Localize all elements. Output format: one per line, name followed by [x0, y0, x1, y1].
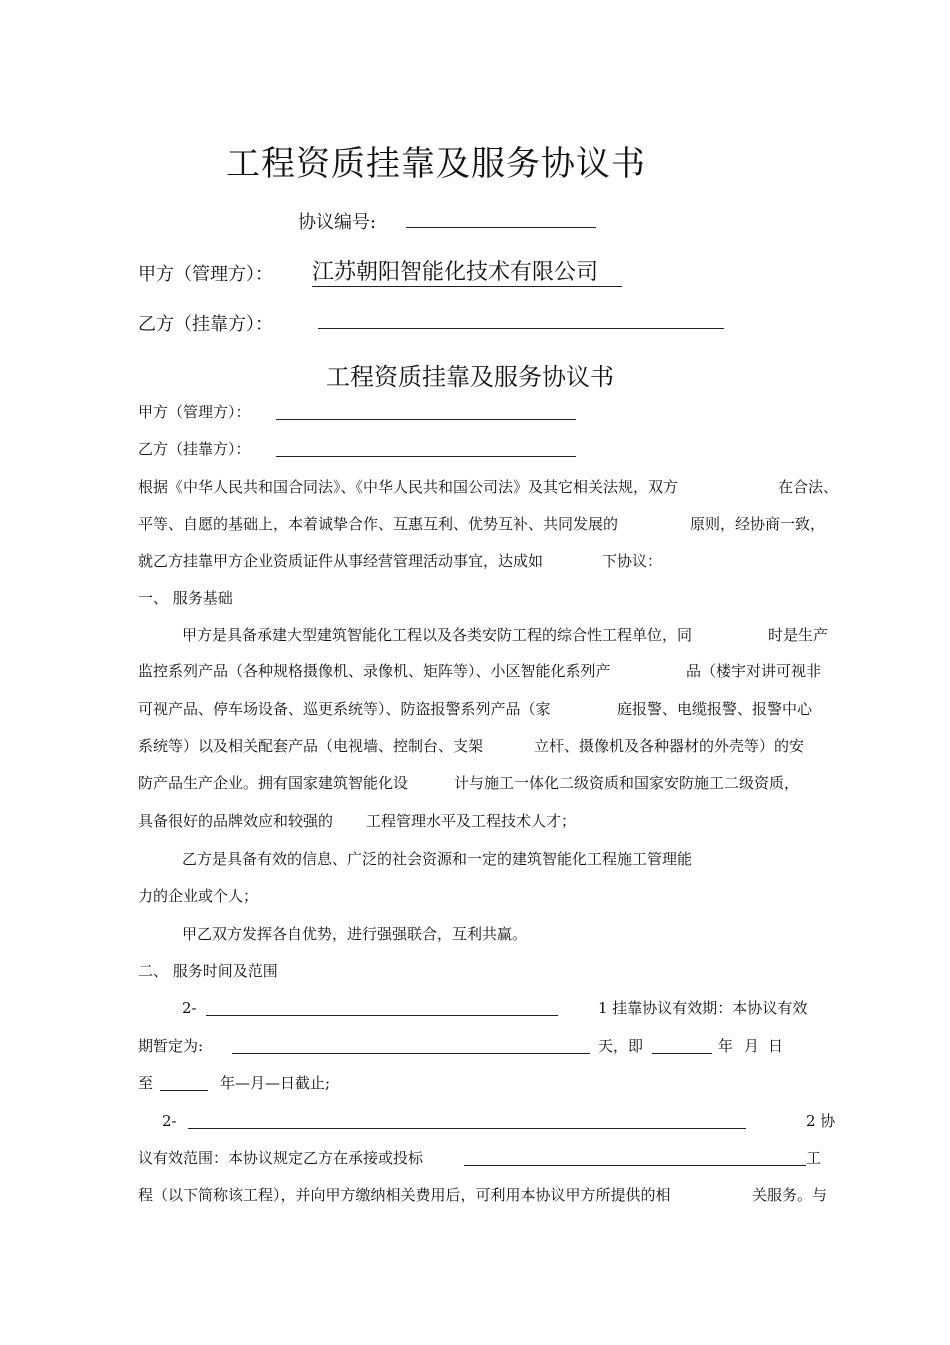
s1-line-5b: 计与施工一体化二级资质和国家安防施工二级资质，	[454, 774, 800, 792]
item-2-scope-end: 工	[806, 1149, 822, 1167]
agreement-no-label: 协议编号:	[298, 212, 377, 233]
s1-line-1b: 时是生产	[768, 626, 829, 644]
agreement-no-blank[interactable]	[406, 211, 596, 228]
s1-line-2b: 品（楼宇对讲可视非	[686, 662, 822, 680]
preamble-line-2b: 原则，经协商一致，	[690, 515, 826, 533]
preamble-line-1a: 根据《中华人民共和国合同法》、《中华人民共和国公司法》及其它相关法规，双方	[138, 478, 679, 496]
s1-line-2a: 监控系列产品（各种规格摄像机、录像机、矩阵等）、小区智能化系列产	[138, 662, 611, 680]
item-2-line-3b: 关服务。与	[752, 1186, 828, 1204]
item-1-end-text: 年—月—日截止;	[220, 1074, 331, 1092]
s1-line-6a: 具备很好的品牌效应和较强的	[138, 812, 334, 830]
agreement-no-row	[298, 208, 596, 234]
item-1-end-prefix: 至	[138, 1074, 154, 1092]
cover-party-b-blank[interactable]	[318, 312, 724, 329]
s1-para2-line-2: 力的企业或个人；	[138, 887, 259, 905]
item-1-prefix: 2-	[182, 999, 197, 1017]
item-1-date-text: 日	[768, 1037, 784, 1055]
item-1-year-text: 年	[718, 1037, 734, 1055]
form-party-b-label: 乙方（挂靠方）：	[138, 440, 251, 458]
item-1-year-blank[interactable]	[652, 1037, 712, 1054]
item-2-project-blank[interactable]	[464, 1149, 806, 1166]
item-1-month-text: 月	[744, 1037, 760, 1055]
s1-line-1a: 甲方是具备承建大型建筑智能化工程以及各类安防工程的综合性工程单位，同	[182, 626, 693, 644]
s1-line-4b: 立杆、摄像机及各种器材的外壳等）的安	[534, 737, 805, 755]
item-2-scope-label: 议有效范围：本协议规定乙方在承接或投标	[138, 1149, 424, 1167]
item-1-days-blank[interactable]	[232, 1037, 590, 1054]
item-2-prefix: 2-	[162, 1112, 177, 1130]
item-1-text: 1 挂靠协议有效期：本协议有效	[598, 999, 808, 1017]
preamble-line-3b: 下协议：	[602, 552, 663, 570]
item-1-period-label: 期暂定为:	[138, 1037, 204, 1055]
form-party-a-label: 甲方（管理方）：	[138, 403, 251, 421]
s1-line-3a: 可视产品、停车场设备、巡更系统等）、防盗报警系列产品（家	[138, 700, 551, 718]
section-2-heading: 二、 服务时间及范围	[138, 962, 278, 980]
document-subtitle: 工程资质挂靠及服务协议书	[326, 363, 614, 391]
cover-party-a-label: 甲方（管理方）：	[138, 264, 273, 285]
s1-para2-line-1: 乙方是具备有效的信息、广泛的社会资源和一定的建筑智能化工程施工管理能	[182, 850, 693, 868]
s1-line-4a: 系统等）以及相关配套产品（电视墙、控制台、支架	[138, 737, 484, 755]
preamble-line-1b: 在合法、	[778, 478, 839, 496]
item-1-day-text: 天，即	[598, 1037, 644, 1055]
item-2-blank[interactable]	[188, 1112, 746, 1129]
item-1-blank[interactable]	[206, 999, 558, 1016]
s1-line-3b: 庭报警、电缆报警、报警中心	[617, 700, 813, 718]
cover-party-a-value: 江苏朝阳智能化技术有限公司	[312, 255, 622, 287]
form-party-a-blank[interactable]	[276, 403, 576, 420]
item-2-line-3a: 程（以下简称该工程），并向甲方缴纳相关费用后，可利用本协议甲方所提供的相	[138, 1186, 671, 1204]
s1-para3: 甲乙双方发挥各自优势，进行强强联合，互利共赢。	[182, 925, 528, 943]
s1-line-6b: 工程管理水平及工程技术人才；	[366, 812, 577, 830]
item-2-text: 2 协	[806, 1112, 836, 1130]
document-title: 工程资质挂靠及服务协议书	[226, 144, 646, 184]
form-party-b-blank[interactable]	[276, 440, 576, 457]
s1-line-5a: 防产品生产企业。拥有国家建筑智能化设	[138, 774, 409, 792]
preamble-line-2a: 平等、自愿的基础上，本着诚挚合作、互惠互利、优势互补、共同发展的	[138, 515, 619, 533]
item-1-end-year-blank[interactable]	[160, 1074, 208, 1091]
preamble-line-3a: 就乙方挂靠甲方企业资质证件从事经营管理活动事宜，达成如	[138, 552, 544, 570]
cover-party-b-label: 乙方（挂靠方）：	[138, 314, 273, 335]
section-1-heading: 一、 服务基础	[138, 589, 233, 607]
